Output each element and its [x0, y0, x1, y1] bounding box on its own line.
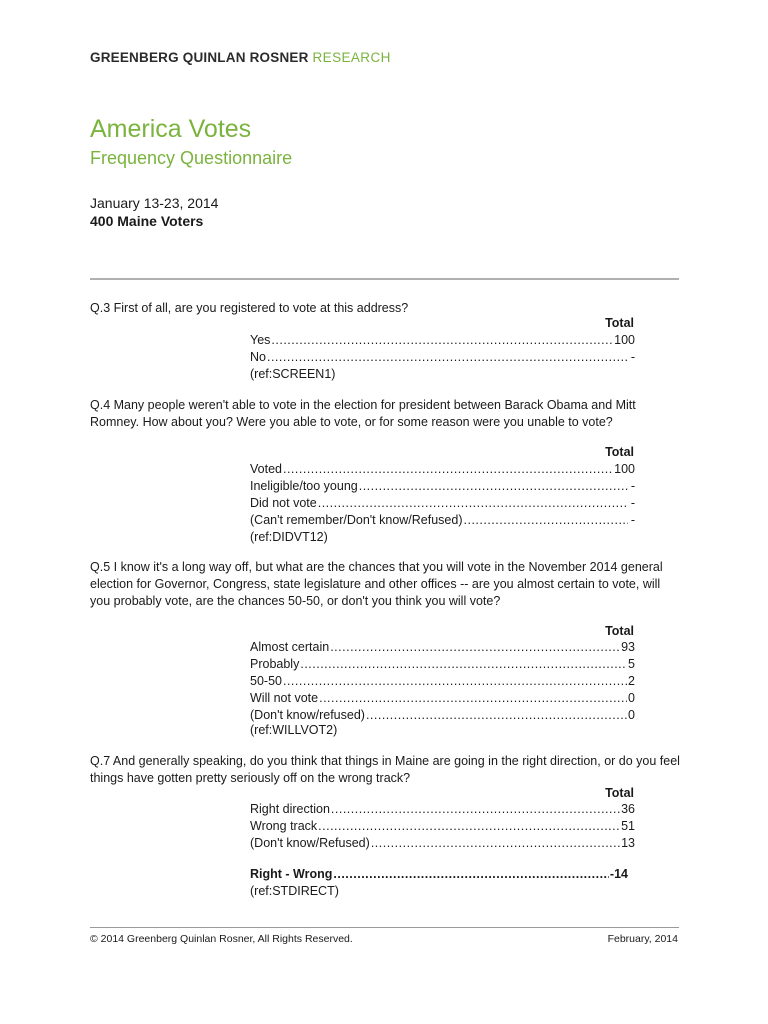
- net-row: [250, 866, 628, 883]
- leader-dots: [283, 673, 627, 690]
- answer-value: 100: [614, 462, 635, 476]
- answer-row: [250, 512, 635, 529]
- total-header: Total: [605, 624, 634, 638]
- answer-label: Ineligible/too young: [250, 479, 358, 493]
- answer-row: [250, 639, 635, 656]
- total-header: Total: [605, 445, 634, 459]
- survey-dates: January 13-23, 2014: [90, 195, 219, 211]
- header-divider: [90, 278, 679, 280]
- ref-code: (ref:WILLVOT2): [250, 723, 338, 737]
- leader-dots: [333, 866, 609, 883]
- question-text: Q.4 Many people weren't able to vote in the election for president between Barack Obama and Mitt Romney. How about you? Were you able to vote, or for some reason were you unable to vote?: [90, 398, 636, 429]
- answer-label: Did not vote: [250, 496, 317, 510]
- footer-copyright: © 2014 Greenberg Quinlan Rosner, All Rights Reserved.: [90, 933, 353, 945]
- answer-value: 2: [628, 674, 635, 688]
- total-header: Total: [605, 316, 634, 330]
- answer-value: 13: [621, 836, 635, 850]
- answer-label: (Can't remember/Don't know/Refused): [250, 513, 463, 527]
- document-subtitle: Frequency Questionnaire: [90, 148, 293, 168]
- answer-label: Yes: [250, 333, 271, 347]
- leader-dots: [464, 512, 629, 529]
- answer-row: [250, 332, 635, 349]
- brand-accent: RESEARCH: [312, 50, 391, 65]
- leader-dots: [371, 835, 620, 852]
- answer-value: 36: [621, 802, 635, 816]
- brand-logo: [90, 50, 391, 65]
- answer-row: [250, 690, 635, 707]
- question-text: Q.5 I know it's a long way off, but what are the chances that you will vote in the November 2014 general election for Governor, Congress, state legislature and other offices -- are you almost certain to vote, will you probably vote, are the chances 50-50, or don't you think you will vote?: [90, 560, 663, 608]
- answer-label: Almost certain: [250, 640, 330, 654]
- ref-code: (ref:STDIRECT): [250, 884, 339, 898]
- document-title: America Votes: [90, 115, 252, 143]
- footer-date: February, 2014: [607, 933, 678, 945]
- answer-value: 93: [621, 640, 635, 654]
- answer-value: 0: [628, 691, 635, 705]
- net-label: Right - Wrong: [250, 867, 333, 881]
- survey-sample: 400 Maine Voters: [90, 213, 204, 229]
- leader-dots: [319, 690, 627, 707]
- ref-code: (ref:SCREEN1): [250, 367, 336, 381]
- footer-divider: [90, 927, 679, 928]
- leader-dots: [318, 818, 620, 835]
- answer-label: 50-50: [250, 674, 282, 688]
- answer-row: [250, 818, 635, 835]
- answer-value: -: [630, 479, 635, 493]
- question-text: Q.3 First of all, are you registered to vote at this address?: [90, 301, 409, 315]
- leader-dots: [330, 639, 620, 656]
- answer-value: -: [630, 513, 635, 527]
- answer-row: [250, 495, 635, 512]
- leader-dots: [267, 349, 628, 366]
- answer-value: 5: [628, 657, 635, 671]
- leader-dots: [359, 478, 628, 495]
- leader-dots: [300, 656, 627, 673]
- answer-label: (Don't know/refused): [250, 708, 365, 722]
- answer-value: 100: [614, 333, 635, 347]
- answer-label: Wrong track: [250, 819, 318, 833]
- answer-label: (Don't know/Refused): [250, 836, 370, 850]
- answer-value: 0: [628, 708, 635, 722]
- leader-dots: [283, 461, 613, 478]
- total-header: Total: [605, 786, 634, 800]
- brand-name: GREENBERG QUINLAN ROSNER: [90, 50, 309, 65]
- answer-row: [250, 673, 635, 690]
- question-text: Q.7 And generally speaking, do you think that things in Maine are going in the right direction, or do you feel things have gotten pretty seriously off on the wrong track?: [90, 754, 680, 785]
- ref-code: (ref:DIDVT12): [250, 530, 328, 544]
- leader-dots: [331, 801, 620, 818]
- answer-label: Right direction: [250, 802, 330, 816]
- answer-value: -: [630, 496, 635, 510]
- answer-label: No: [250, 350, 266, 364]
- answer-row: [250, 461, 635, 478]
- answer-row: [250, 478, 635, 495]
- answer-value: 51: [621, 819, 635, 833]
- answer-label: Probably: [250, 657, 300, 671]
- answer-label: Will not vote: [250, 691, 319, 705]
- answer-value: -: [630, 350, 635, 364]
- answer-label: Voted: [250, 462, 282, 476]
- net-value: -14: [609, 867, 628, 881]
- answer-row: [250, 656, 635, 673]
- leader-dots: [366, 707, 627, 724]
- answer-row: [250, 349, 635, 366]
- leader-dots: [318, 495, 628, 512]
- answer-row: [250, 835, 635, 852]
- answer-row: [250, 801, 635, 818]
- leader-dots: [271, 332, 613, 349]
